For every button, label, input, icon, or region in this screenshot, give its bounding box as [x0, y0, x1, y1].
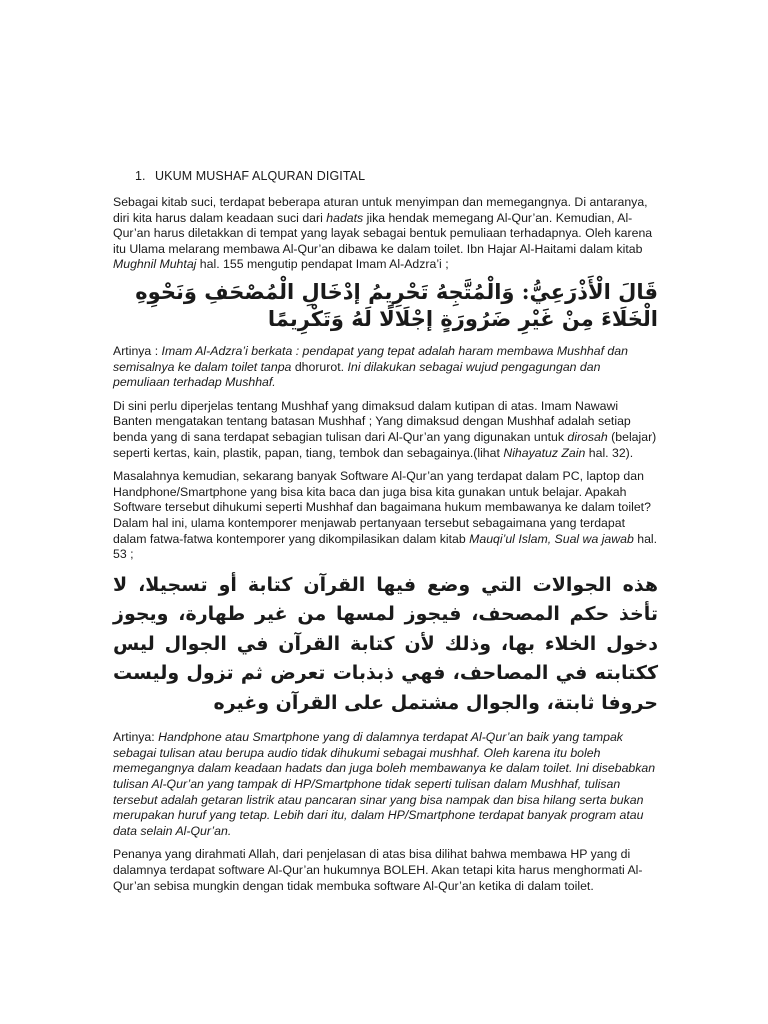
paragraph-software-question	[113, 469, 658, 563]
text-run: dhorurot.	[291, 359, 348, 374]
translation-1	[113, 344, 658, 391]
italic-run: Nihayatuz Zain	[503, 445, 586, 460]
italic-run: Ini dilakukan sebagai wujud pengagungan dan pemuliaan terhadap Mushhaf.	[113, 359, 601, 390]
italic-run: Mughnil Muhtaj	[113, 257, 197, 272]
text-run: hal. 32).	[585, 445, 634, 460]
arabic-quote-adzrai: قَالَ الْأَذْرَعِيُّ: وَالْمُتَّجِهُ تَحْرِيمُ إدْخَالِ الْمُصْحَفِ وَنَحْوِهِ الْخَلَاءَ مِنْ غَيْرِ ضَرُورَةٍ إجْلَالًا لَهُ وَتَكْرِيمًا	[135, 278, 658, 331]
italic-run: hadats	[326, 210, 364, 225]
text-run: Artinya :	[113, 343, 162, 358]
paragraph-mushhaf-definition	[113, 399, 658, 461]
italic-run: Handphone atau Smartphone yang di dalamnya terdapat Al-Qur’an baik yang tampak sebagai tulisan atau berupa audio tidak dihukumi sebagai mushhaf. Oleh karena itu boleh memegangnya dalam keadaan hadats dan juga boleh membawanya ke dalam toilet. Ini disebabkan tulisan Al-Qur’an yang tampak di HP/Smartphone tidak seperti tulisan dalam Mushhaf, tulisan tersebut adalah getaran listrik atau pancaran sinar yang bisa nampak dan bisa hilang serta bukan merupakan huruf yang tetap. Lebih dari itu, dalam HP/Smartphone terdapat banyak program atau data selain Al-Qur’an.	[113, 730, 656, 838]
section-heading	[113, 168, 658, 184]
paragraph-intro	[113, 195, 658, 273]
arabic-quote-fatwa: هذه الجوالات التي وضع فيها القرآن كتابة أو تسجيلا، لا تأخذ حكم المصحف، فيجوز لمسها من غير طهارة، ويجوز دخول الخلاء بها، وذلك لأن كتابة القرآن في الجوال ليس ككتابته في المصاحف، فهي ذبذبات تعرض ثم تزول وليست حروفا ثابتة، والجوال مشتمل على القرآن وغيره	[113, 573, 658, 714]
paragraph-conclusion	[113, 847, 658, 894]
italic-run: Mauqi’ul Islam, Sual wa jawab	[469, 531, 634, 546]
text-run: (belajar) seperti kertas, kain, plastik, papan, tiang, tembok dan sebagainya.(lihat	[113, 429, 657, 460]
text-run: hal. 155 mengutip pendapat Imam Al-Adzra’i ;	[196, 257, 449, 272]
heading-number: 1.	[135, 169, 146, 183]
text-run: hal. 53 ;	[113, 531, 658, 562]
translation-2	[113, 730, 658, 839]
text-run: Sebagai kitab suci, terdapat beberapa aturan untuk menyimpan dan memegangnya. Di antaranya, diri kita harus dalam keadaan suci dari	[113, 195, 648, 225]
text-run: Di sini perlu diperjelas tentang Mushhaf yang dimaksud dalam kutipan di atas. Imam Nawawi Banten mengatakan tentang batasan Mushhaf ; Yang dimaksud dengan Mushhaf adalah setiap benda yang di sana terdapat sebagian tulisan dari Al-Qur’an yang digunakan untuk	[113, 398, 631, 444]
italic-run: dirosah	[567, 429, 608, 444]
text-run: Masalahnya kemudian, sekarang banyak Software Al-Qur’an yang terdapat dalam PC, laptop dan Handphone/Smartphone yang bisa kita baca dan juga bisa kita gunakan untuk belajar. Apakah Software tersebut dihukumi seperti Mushhaf dan bagaimana hukum membawanya ke dalam toilet? Dalam hal ini, ulama kontemporer menjawab pertanyaan tersebut sebagaimana yang terdapat dalam fatwa-fatwa kontemporer yang dikompilasikan dalam kitab	[113, 469, 651, 546]
heading-title: UKUM MUSHAF ALQURAN DIGITAL	[155, 169, 366, 183]
text-run: Artinya:	[113, 730, 159, 745]
document-body	[113, 168, 658, 894]
text-run: jika hendak memegang Al-Qur’an. Kemudian, Al-Qur’an harus diletakkan di tempat yang layak sebagai bentuk pemuliaan terhadapnya. Oleh karena itu Ulama melarang membawa Al-Qur’an dibawa ke dalam toilet. Ibn Hajar Al-Haitami dalam kitab	[113, 210, 653, 256]
text-run: Penanya yang dirahmati Allah, dari penjelasan di atas bisa dilihat bahwa membawa HP yang di dalamnya terdapat software Al-Qur’an hukumnya BOLEH. Akan tetapi kita harus menghormati Al-Qur’an sebisa mungkin dengan tidak membuka software Al-Qur’an ketika di dalam toilet.	[113, 847, 643, 893]
italic-run: Imam Al-Adzra’i berkata : pendapat yang tepat adalah haram membawa Mushhaf dan semisalnya ke dalam toilet tanpa	[113, 343, 628, 374]
